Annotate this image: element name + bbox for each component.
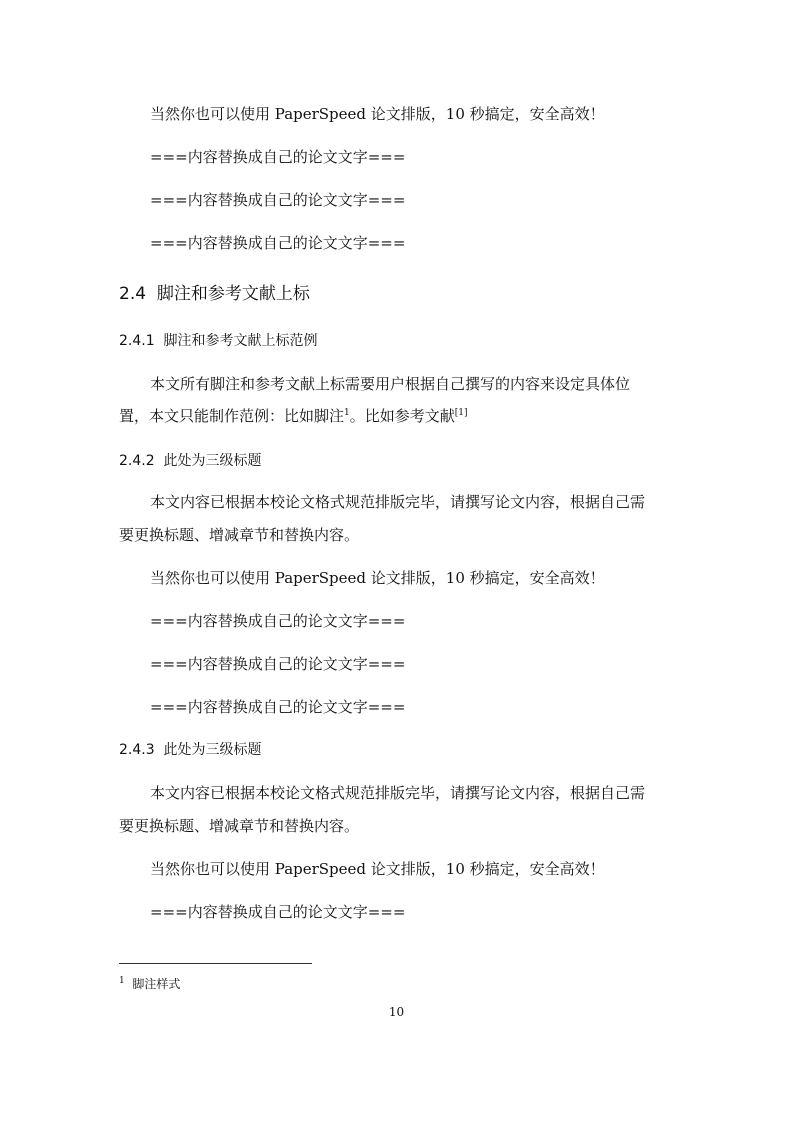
body-paragraph: 本文内容已根据本校论文格式规范排版完毕，请撰写论文内容，根据自己需 <box>150 784 646 802</box>
subsection-title: 脚注和参考文献上标范例 <box>163 333 318 349</box>
subsection-title: 此处为三级标题 <box>163 453 262 469</box>
subsection-heading <box>119 740 262 760</box>
subsection-number: 2.4.3 <box>119 742 155 758</box>
reference-marker[interactable]: [1] <box>454 408 468 418</box>
subsection-number: 2.4.1 <box>119 333 155 349</box>
body-paragraph-continued <box>119 406 468 426</box>
body-paragraph: 本文内容已根据本校论文格式规范排版完毕，请撰写论文内容，根据自己需 <box>150 493 646 511</box>
subsection-heading <box>119 451 262 471</box>
section-heading <box>119 284 310 304</box>
body-paragraph: 本文所有脚注和参考文献上标需要用户根据自己撰写的内容来设定具体位 <box>150 375 631 393</box>
footnote-number: 1 <box>119 976 125 986</box>
footnote-separator <box>119 963 312 964</box>
section-title: 脚注和参考文献上标 <box>156 284 310 304</box>
subsection-title: 此处为三级标题 <box>163 742 262 758</box>
placeholder-line: ===内容替换成自己的论文文字=== <box>150 234 406 252</box>
page-number: 10 <box>388 1005 405 1019</box>
placeholder-line: ===内容替换成自己的论文文字=== <box>150 903 406 921</box>
placeholder-line: ===内容替换成自己的论文文字=== <box>150 612 406 630</box>
body-paragraph: 当然你也可以使用 PaperSpeed 论文排版，10 秒搞定，安全高效！ <box>150 105 605 123</box>
body-paragraph-continued: 要更换标题、增减章节和替换内容。 <box>119 817 360 835</box>
subsection-number: 2.4.2 <box>119 453 155 469</box>
body-paragraph-continued: 要更换标题、增减章节和替换内容。 <box>119 526 360 544</box>
footnote <box>119 976 180 992</box>
footnote-text: 脚注样式 <box>132 977 181 991</box>
body-paragraph: 当然你也可以使用 PaperSpeed 论文排版，10 秒搞定，安全高效！ <box>150 569 605 587</box>
placeholder-line: ===内容替换成自己的论文文字=== <box>150 655 406 673</box>
paragraph-text: 。比如参考文献 <box>349 407 455 425</box>
footnote-marker[interactable]: 1 <box>344 408 350 418</box>
placeholder-line: ===内容替换成自己的论文文字=== <box>150 698 406 716</box>
paragraph-text: 置，本文只能制作范例：比如脚注 <box>119 407 345 425</box>
placeholder-line: ===内容替换成自己的论文文字=== <box>150 191 406 209</box>
subsection-heading <box>119 331 318 351</box>
placeholder-line: ===内容替换成自己的论文文字=== <box>150 148 406 166</box>
section-number: 2.4 <box>119 284 147 304</box>
body-paragraph: 当然你也可以使用 PaperSpeed 论文排版，10 秒搞定，安全高效！ <box>150 860 605 878</box>
